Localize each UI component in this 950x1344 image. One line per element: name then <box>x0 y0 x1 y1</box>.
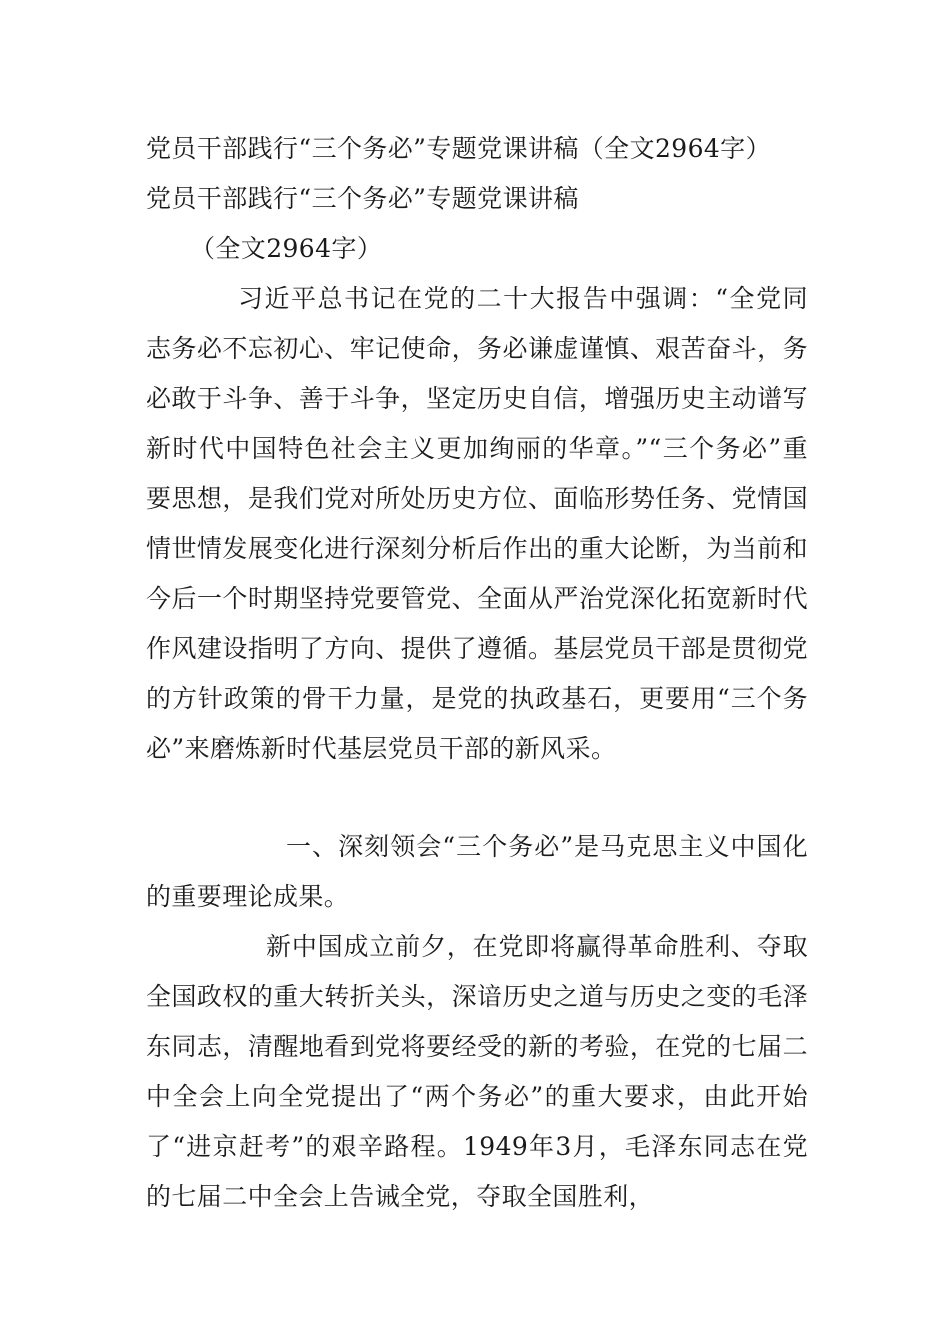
paragraph-intro: 习近平总书记在党的二十大报告中强调：“全党同志务必不忘初心、牢记使命，务必谦虚谨慎、艰苦奋斗，务必敢于斗争、善于斗争，坚定历史自信，增强历史主动谱写新时代中国特色社会主义更加绚丽的华章。”“三个务必”重要思想，是我们党对所处历史方位、面临形势任务、党情国情世情发展变化进行深刻分析后作出的重大论断，为当前和今后一个时期坚持党要管党、全面从严治党深化拓宽新时代作风建设指明了方向、提供了遵循。基层党员干部是贯彻党的方针政策的骨干力量，是党的执政基石，更要用“三个务必”来磨炼新时代基层党员干部的新风采。 <box>146 284 808 763</box>
document-title: 党员干部践行“三个务必”专题党课讲稿（全文2964字） <box>146 134 771 163</box>
paragraph-history: 新中国成立前夕，在党即将赢得革命胜利、夺取全国政权的重大转折关头，深谙历史之道与历史之变的毛泽东同志，清醒地看到党将要经受的新的考验，在党的七届二中全会上向全党提出了“两个务必”的重大要求，由此开始了“进京赶考”的艰辛路程。1949年3月，毛泽东同志在党的七届二中全会上告诫全党，夺取全国胜利， <box>146 932 808 1211</box>
section-heading-1: 一、深刻领会“三个务必”是马克思主义中国化的重要理论成果。 <box>146 832 808 911</box>
word-count-note: （全文2964字） <box>190 234 383 263</box>
document-subtitle: 党员干部践行“三个务必”专题党课讲稿 <box>146 184 579 213</box>
